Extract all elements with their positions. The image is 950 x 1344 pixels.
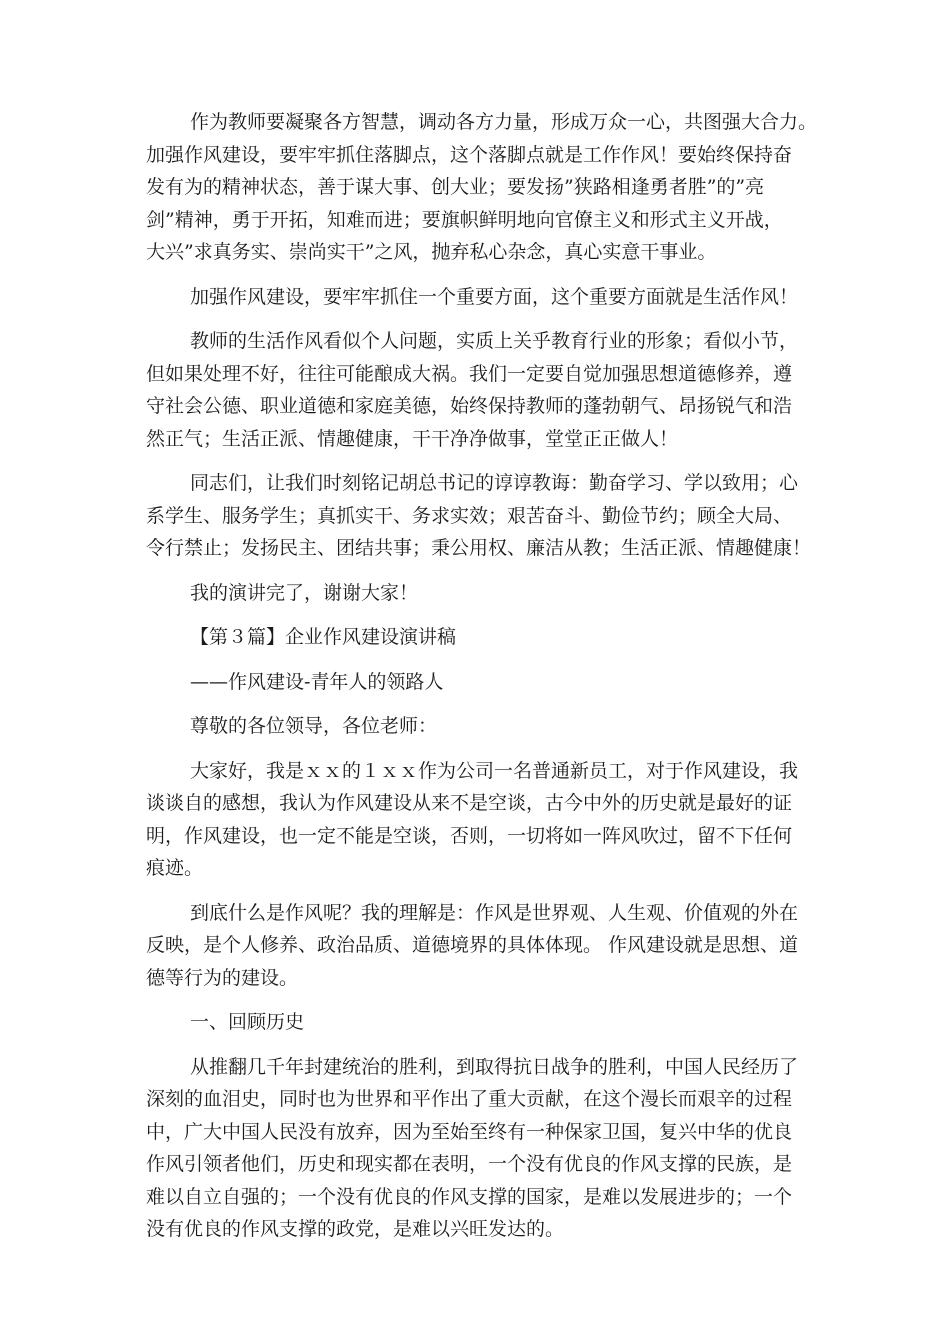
text-line: 到底什么是作风呢？我的理解是：作风是世界观、人生观、价值观的外在 bbox=[190, 901, 799, 924]
text-line: 守社会公德、职业道德和家庭美德，始终保持教师的蓬勃朝气、昂扬锐气和浩 bbox=[146, 395, 793, 417]
text-line: 然正气；生活正派、情趣健康，干干净净做事，堂堂正正做人！ bbox=[146, 427, 679, 450]
text-line: 我的演讲完了，谢谢大家！ bbox=[190, 581, 419, 604]
text-line: 中，广大中国人民没有放弃，因为至始至终有一种保家卫国，复兴中华的优良 bbox=[146, 1120, 793, 1143]
text-line: 加强作风建设，要牢牢抓住落脚点，这个落脚点就是工作作风！要始终保持奋 bbox=[146, 143, 793, 166]
text-line: 明，作风建设，也一定不能是空谈，否则，一切将如一阵风吹过，留不下任何 bbox=[146, 824, 793, 847]
text-line: 尊敬的各位领导，各位老师： bbox=[190, 715, 438, 737]
text-line: 加强作风建设，要牢牢抓住一个重要方面，这个重要方面就是生活作风！ bbox=[190, 285, 799, 308]
text-line: 痕迹。 bbox=[146, 857, 204, 879]
text-line: 大兴”求真务实、崇尚实干”之风，抛弃私心杂念，真心实意干事业。 bbox=[146, 241, 717, 263]
closing-remark bbox=[146, 577, 826, 610]
text-line: 大家好，我是ｘｘ的１ｘｘ作为公司一名普通新员工，对于作风建设，我 bbox=[190, 759, 799, 782]
paragraph bbox=[146, 325, 826, 455]
text-line: 系学生、服务学生；真抓实干、务求实效；艰苦奋斗、勤俭节约；顾全大局、 bbox=[146, 504, 793, 527]
paragraph bbox=[146, 755, 826, 885]
text-line: 深刻的血泪史，同时也为世界和平作出了重大贡献，在这个漫长而艰辛的过程 bbox=[146, 1088, 793, 1110]
text-line: 同志们，让我们时刻铭记胡总书记的谆谆教诲：勤奋学习、学以致用；心 bbox=[190, 472, 799, 494]
text-line: 从推翻几千年封建统治的胜利，到取得抗日战争的胜利，中国人民经历了 bbox=[190, 1055, 799, 1078]
section-subtitle bbox=[146, 666, 826, 699]
text-line: 但如果处理不好，往往可能酿成大祸。我们一定要自觉加强思想道德修养，遵 bbox=[146, 362, 793, 385]
text-line: 谈谈自的感想，我认为作风建设从来不是空谈，古今中外的历史就是最好的证 bbox=[146, 792, 793, 814]
paragraph bbox=[146, 106, 826, 269]
text-line: 【第３篇】企业作风建设演讲稿 bbox=[190, 626, 457, 648]
text-line: 教师的生活作风看似个人问题，实质上关乎教育行业的形象；看似小节， bbox=[190, 330, 799, 352]
section-title bbox=[146, 621, 826, 654]
text-line: ——作风建设-青年人的领路人 bbox=[190, 670, 444, 693]
text-line: 德等行为的建设。 bbox=[146, 966, 299, 989]
text-line: 一、回顾历史 bbox=[190, 1011, 305, 1033]
text-line: 剑”精神，勇于开拓，知难而进；要旗帜鲜明地向官僚主义和形式主义开战， bbox=[146, 208, 783, 231]
salutation bbox=[146, 710, 826, 743]
paragraph bbox=[146, 1051, 826, 1246]
text-line: 没有优良的作风支撑的政党，是难以兴旺发达的。 bbox=[146, 1218, 565, 1240]
paragraph bbox=[146, 897, 826, 995]
paragraph bbox=[146, 281, 826, 314]
text-line: 反映，是个人修养、政治品质、道德境界的具体体现。 作风建设就是思想、道 bbox=[146, 934, 799, 956]
document-page bbox=[146, 106, 826, 1258]
text-line: 令行禁止；发扬民主、团结共事；秉公用权、廉洁从教；生活正派、情趣健康！ bbox=[146, 537, 812, 559]
text-line: 作为教师要凝聚各方智慧，调动各方力量，形成万众一心，共图强大合力。 bbox=[190, 111, 818, 133]
section-heading bbox=[146, 1006, 826, 1039]
text-line: 发有为的精神状态，善于谋大事、创大业；要发扬”狭路相逢勇者胜”的”亮 bbox=[146, 176, 765, 198]
paragraph bbox=[146, 467, 826, 565]
text-line: 作风引领者他们，历史和现实都在表明，一个没有优良的作风支撑的民族，是 bbox=[146, 1153, 793, 1175]
text-line: 难以自立自强的；一个没有优良的作风支撑的国家，是难以发展进步的；一个 bbox=[146, 1185, 793, 1208]
